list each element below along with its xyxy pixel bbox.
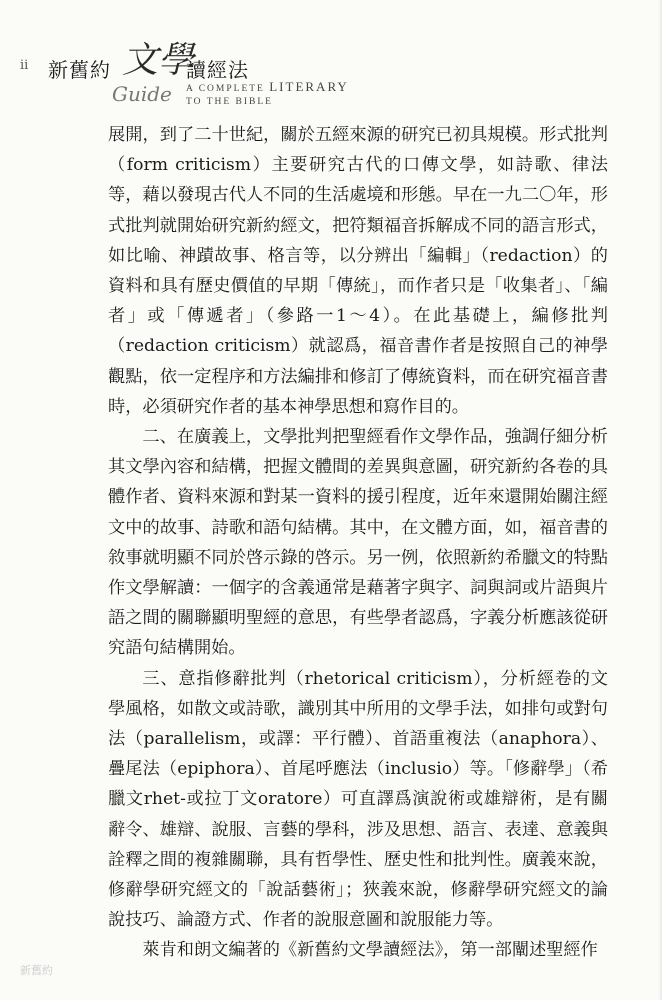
paragraph-2: 二、在廣義上，文學批判把聖經看作文學作品，強調仔細分析其文學內容和結構，把握文體間的差異與意圖，研究新約各卷的具體作者、資料來源和對某一資料的援引程度，近年來還開始關注經文中的故事、詩歌和語句結構。其中，在文體方面，如，福音書的敘事就明顯不同於啓示錄的啓示。另一例，依照新約希臘文的特點作文學解讀：一個字的含義通常是藉著字與字、詞與詞或片語與片語之間的關聯顯明聖經的意思，有些學者認爲，字義分析應該從研究語句結構開始。 xyxy=(108,427,608,659)
subtitle-complete: COMPLETE xyxy=(198,84,265,94)
page-number: ii xyxy=(20,58,29,73)
subtitle-literary: LITERARY xyxy=(269,79,349,94)
guide-script-logo: Guide xyxy=(112,82,172,106)
page-spine-shadow xyxy=(658,0,662,1000)
subtitle-a: A xyxy=(186,84,195,94)
paragraph-3: 三、意指修辭批判（rhetorical criticism），分析經卷的文學風格，如散文或詩歌，識別其中所用的文學手法，如排句或對句法（parallelism，或譯：平行體）、首語重複法（anaphora）、疊尾法（epiphora）、首尾呼應法（inclusio）等。「修辭學」（希臘文rhet-或拉丁文oratore）可直譯爲演說術或雄辯術，是有關辭令、雄辯、說服、言藝的學科，涉及思想、語言、表達、意義與詮釋之間的複雜關聯，具有哲學性、歷史性和批判性。廣義來說，修辭學研究經文的「說話藝術」；狹義來說，修辭學研究經文的論說技巧、論證方式、作者的說服意圖和說服能力等。 xyxy=(108,668,608,931)
book-title-part1: 新舊約 xyxy=(48,58,111,82)
paragraph-1: 展開，到了二十世紀，關於五經來源的研究已初具規模。形式批判（form criticism）主要研究古代的口傳文學，如詩歌、律法等，藉以發現古代人不同的生活處境和形態。早在一九二〇年，形式批判就開始研究新約經文，把符類福音拆解成不同的語言形式，如比喻、神蹟故事、格言等，以分辨出「編輯」（redaction）的資料和具有歷史價值的早期「傳統」，而作者只是「收集者」、「編者」或「傳遞者」（參路一1～4）。在此基礎上，編修批判（redaction criticism）就認爲，福音書作者是按照自己的神學觀點，依一定程序和方法編排和修訂了傳統資料，而在研究福音書時，必須研究作者的基本神學思想和寫作目的。 xyxy=(108,125,608,417)
body-text xyxy=(108,120,608,966)
literary-calligraphy-logo xyxy=(118,32,195,84)
english-subtitle xyxy=(186,80,349,109)
paragraph-4: 萊肯和朗文編著的《新舊約文學讀經法》，第一部闡述聖經作 xyxy=(142,940,598,961)
logo-script-text: 文學 xyxy=(122,40,195,81)
subtitle-to-the-bible: TO THE BIBLE xyxy=(186,97,273,107)
book-title-part2: 讀經法 xyxy=(186,58,249,82)
running-header xyxy=(0,30,662,110)
footer-mark: 新舊約 xyxy=(20,964,53,977)
